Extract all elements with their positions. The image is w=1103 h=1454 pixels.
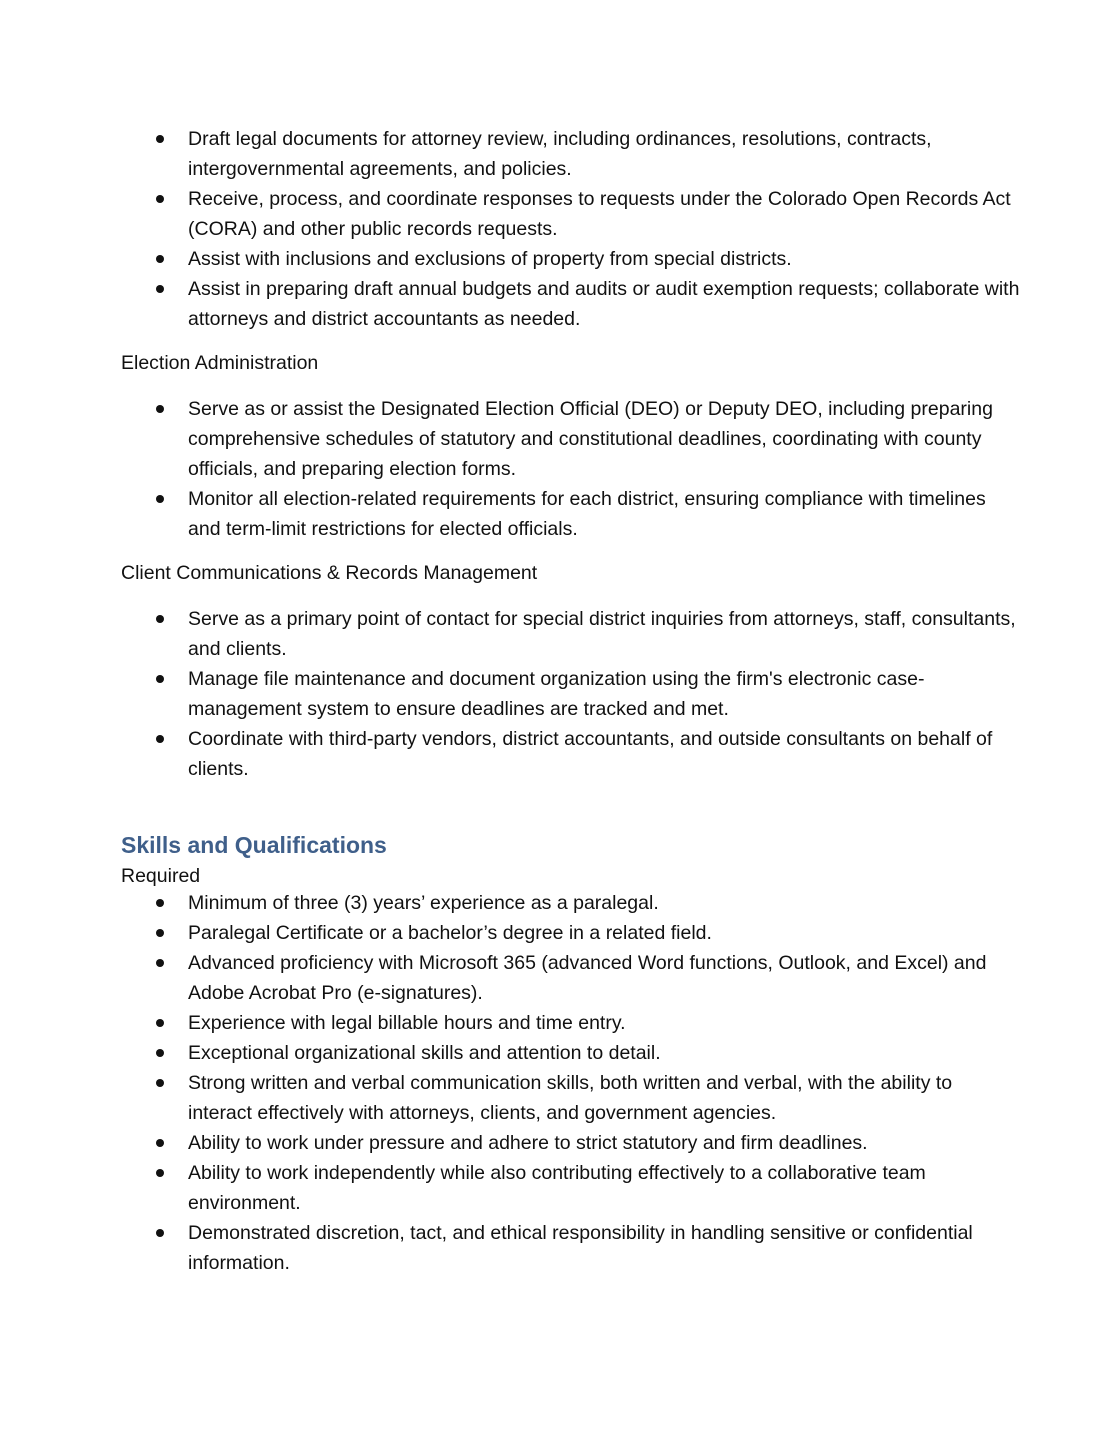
list-item: Manage file maintenance and document organization using the firm's electronic case-management system to ensure deadlines are tracked and met. (121, 664, 1021, 724)
subsection-title-client: Client Communications & Records Management (121, 562, 538, 584)
bullet-icon (156, 285, 164, 293)
list-item: Ability to work under pressure and adhere to strict statutory and firm deadlines. (121, 1128, 1021, 1158)
bullet-icon (156, 615, 164, 623)
list-item: Monitor all election-related requirements for each district, ensuring compliance with timelines and term-limit restrictions for elected officials. (121, 484, 1021, 544)
bullet-icon (156, 899, 164, 907)
bullet-icon (156, 135, 164, 143)
bullet-icon (156, 1229, 164, 1237)
bullet-icon (156, 1139, 164, 1147)
bullet-icon (156, 405, 164, 413)
list-item: Minimum of three (3) years’ experience as a paralegal. (121, 888, 1021, 918)
list-item: Draft legal documents for attorney review, including ordinances, resolutions, contracts, intergovernmental agreements, and policies. (121, 124, 1021, 184)
list-item: Ability to work independently while also contributing effectively to a collaborative team environment. (121, 1158, 1021, 1218)
bullet-icon (156, 255, 164, 263)
list-item: Serve as or assist the Designated Election Official (DEO) or Deputy DEO, including preparing comprehensive schedules of statutory and constitutional deadlines, coordinating with county officials, and preparing election forms. (121, 394, 1021, 484)
list-item: Strong written and verbal communication skills, both written and verbal, with the ability to interact effectively with attorneys, clients, and government agencies. (121, 1068, 1021, 1128)
duties-list (121, 124, 1021, 334)
election-list (121, 394, 1021, 544)
list-item: Receive, process, and coordinate responses to requests under the Colorado Open Records Act (CORA) and other public records requests. (121, 184, 1021, 244)
client-list (121, 604, 1021, 784)
bullet-icon (156, 195, 164, 203)
bullet-icon (156, 929, 164, 937)
skills-list (121, 888, 1021, 1278)
bullet-icon (156, 959, 164, 967)
bullet-icon (156, 1049, 164, 1057)
list-item: Assist with inclusions and exclusions of property from special districts. (121, 244, 1021, 274)
list-item: Paralegal Certificate or a bachelor’s degree in a related field. (121, 918, 1021, 948)
list-item: Exceptional organizational skills and attention to detail. (121, 1038, 1021, 1068)
bullet-icon (156, 1079, 164, 1087)
bullet-icon (156, 1169, 164, 1177)
bullet-icon (156, 675, 164, 683)
bullet-icon (156, 735, 164, 743)
list-item: Coordinate with third-party vendors, district accountants, and outside consultants on behalf of clients. (121, 724, 1021, 784)
list-item: Experience with legal billable hours and time entry. (121, 1008, 1021, 1038)
section-heading-skills: Skills and Qualifications (121, 832, 387, 858)
list-item: Assist in preparing draft annual budgets and audits or audit exemption requests; collaborate with attorneys and district accountants as needed. (121, 274, 1021, 334)
list-item: Serve as a primary point of contact for special district inquiries from attorneys, staff, consultants, and clients. (121, 604, 1021, 664)
document-body (121, 124, 1021, 1278)
required-label: Required (121, 865, 201, 887)
list-item: Demonstrated discretion, tact, and ethical responsibility in handling sensitive or confidential information. (121, 1218, 1021, 1278)
subsection-title-election: Election Administration (121, 352, 319, 374)
bullet-icon (156, 495, 164, 503)
bullet-icon (156, 1019, 164, 1027)
list-item: Advanced proficiency with Microsoft 365 (advanced Word functions, Outlook, and Excel) and Adobe Acrobat Pro (e-signatures). (121, 948, 1021, 1008)
